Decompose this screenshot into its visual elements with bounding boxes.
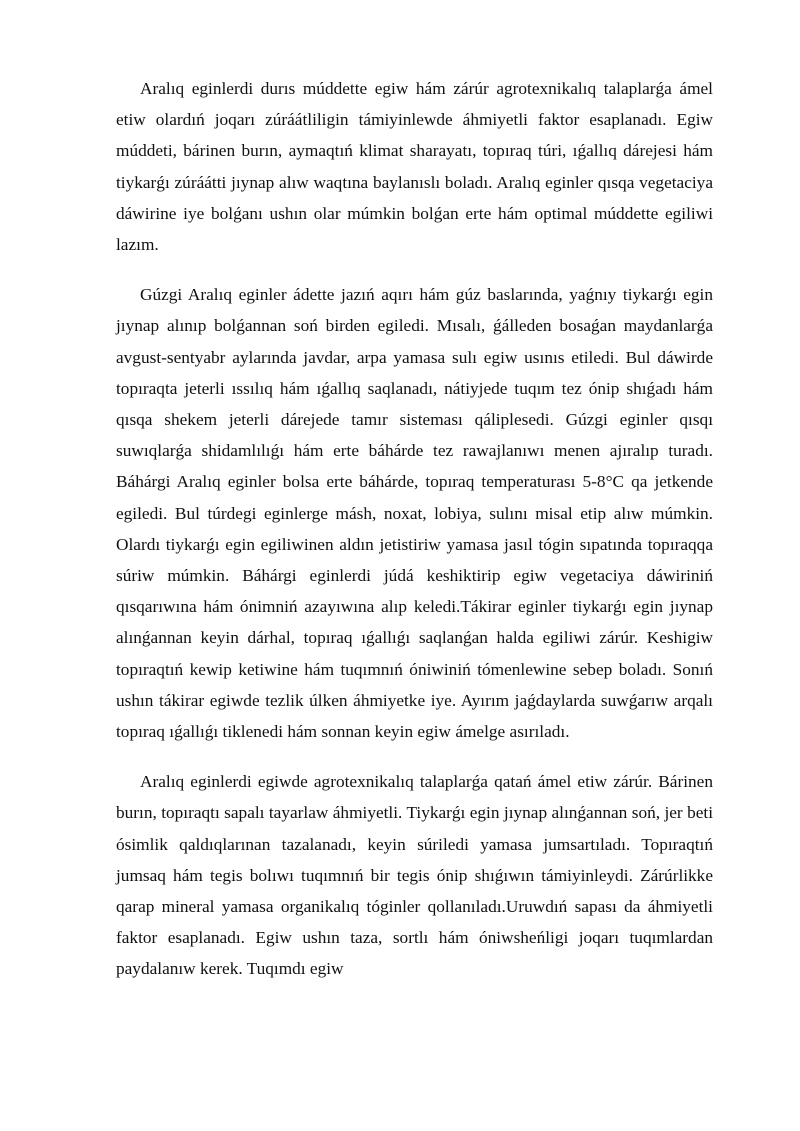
body-text <box>116 73 713 1004</box>
paragraph-1: Aralıq eginlerdi durıs múddette egiw hám zárúr agrotexnikalıq talaplarǵa ámel etiw olardıń joqarı zúráátliligin támiyinlewde áhmiyetli faktor esaplanadı. Egiw múddeti, bárinen burın, aymaqtıń klimat sharayatı, topıraq túri, ıǵallıq dárejesi hám tiykarǵı zúráátti jıynap alıw waqtına baylanıslı boladı. Aralıq eginler qısqa vegetaciya dáwirine iye bolǵanı ushın olar múmkin bolǵan erte hám optimal múddette egiliwi lazım. <box>116 79 713 255</box>
paragraph-3: Aralıq eginlerdi egiwde agrotexnikalıq talaplarǵa qatań ámel etiw zárúr. Bárinen burın, topıraqtı sapalı tayarlaw áhmiyetli. Tiykarǵı egin jıynap alınǵannan soń, jer beti ósimlik qaldıqlarınan tazalanadı, keyin súriledi yamasa jumsartıladı. Topıraqtıń jumsaq hám tegis bolıwı tuqımnıń bir tegis ónip shıǵıwın támiyinleydi. Zárúrlikke qarap mineral yamasa organikalıq tóginler qollanıladı.Uruwdıń sapası da áhmiyetli faktor esaplanadı. Egiw ushın taza, sortlı hám óniwsheńligi joqarı tuqımlardan paydalanıw kerek. Tuqımdı egiw <box>116 772 713 979</box>
paragraph-2: Gúzgi Aralıq eginler ádette jazıń aqırı hám gúz baslarında, yaǵnıy tiykarǵı egin jıynap alınıp bolǵannan soń birden egiledi. Mısalı, ǵálleden bosaǵan maydanlarǵa avgust-sentyabr aylarında javdar, arpa yamasa sulı egiw usınıs etiledi. Bul dáwirde topıraqta jeterli ıssılıq hám ıǵallıq saqlanadı, nátiyjede tuqım tez ónip shıǵadı hám qısqa shekem jeterli dárejede tamır sisteması qáliplesedi. Gúzgi eginler qısqı suwıqlarǵa shidamlılıǵı hám erte báhárde tez rawajlanıwı menen ajıralıp turadı. Báhárgi Aralıq eginler bolsa erte báhárde, topıraq temperaturası 5-8°C qa jetkende egiledi. Bul túrdegi eginlerge másh, noxat, lobiya, sulını misal etip alıw múmkin. Olardı tiykarǵı egin egiliwinen aldın jetistiriw yamasa jasıl tógin sıpatında topıraqqa súriw múmkin. Báhárgi eginlerdi júdá keshiktirip egiw vegetaciya dáwiriniń qısqarıwına hám ónimniń azayıwına alıp keledi.Tákirar eginler tiykarǵı egin jıynap alınǵannan keyin dárhal, topıraq ıǵallıǵı saqlanǵan halda egiliwi zárúr. Keshigiw topıraqtıń kewip ketiwine hám tuqımnıń óniwiniń tómenlewine sebep boladı. Sonıń ushın tákirar egiwde tezlik úlken áhmiyetke iye. Ayırım jaǵdaylarda suwǵarıw arqalı topıraq ıǵallıǵı tiklenedi hám sonnan keyin egiw ámelge asırıladı. <box>116 285 713 742</box>
